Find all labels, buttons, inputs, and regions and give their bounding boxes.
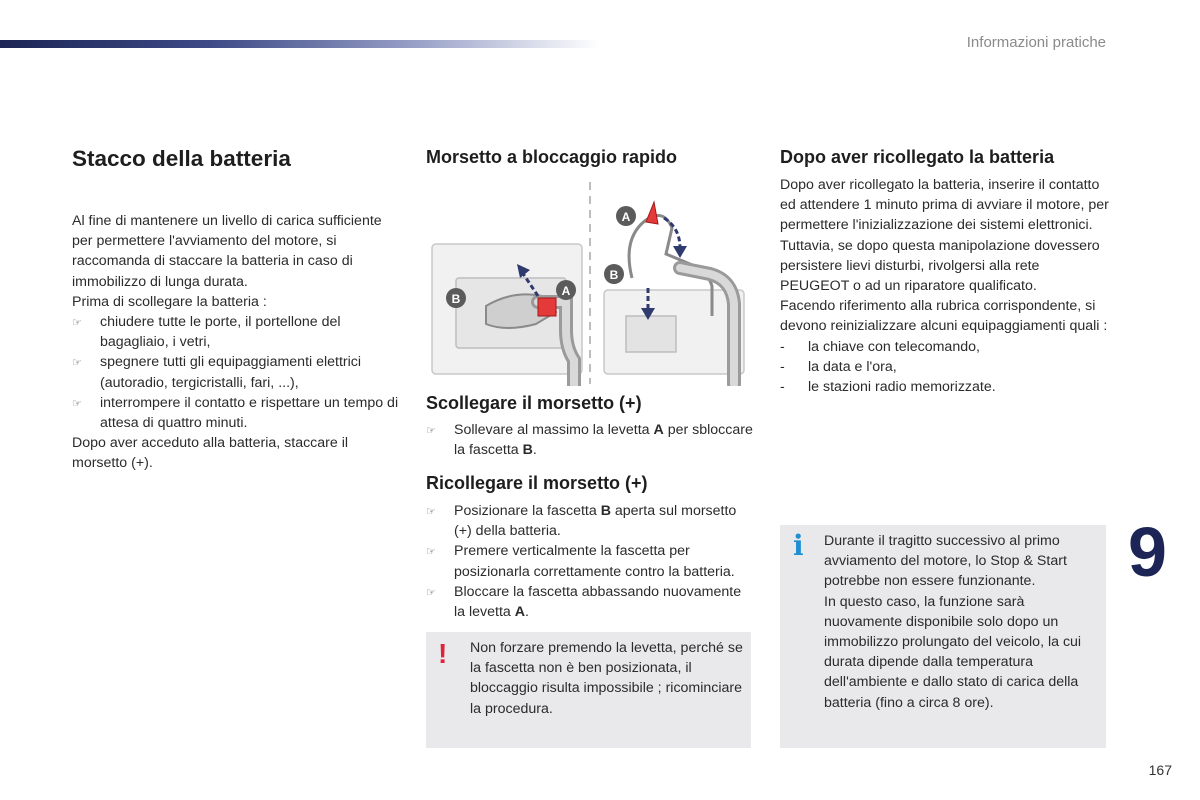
paragraph: Dopo aver ricollegato la batteria, inserire il contatto ed attendere 1 minuto prima di avviare il motore, per permettere l'inizializzazione dei sistemi elettronici. <box>780 177 1109 234</box>
section-heading: Scollegare il morsetto (+) <box>426 393 642 413</box>
pointing-hand-icon: ☞ <box>426 586 436 599</box>
section-heading: Ricollegare il morsetto (+) <box>426 473 648 493</box>
reconnect-section <box>426 472 756 622</box>
column-battery-disconnection <box>72 140 402 474</box>
list-item: ☞ Bloccare la fascetta abbassando nuovamente la levetta A. <box>426 582 756 622</box>
info-text: Durante il tragitto successivo al primo avviamento del motore, lo Stop & Start potrebbe non essere funzionante. <box>824 533 1067 590</box>
page-number: 167 <box>1148 762 1172 778</box>
list-item: ☞ interrompere il contatto e rispettare un tempo di attesa di quattro minuti. <box>72 393 402 433</box>
pointing-hand-icon: ☞ <box>426 546 436 559</box>
list-item: ☞ Sollevare al massimo la levetta A per sbloccare la fascetta B. <box>426 420 756 460</box>
info-text: In questo caso, la funzione sarà nuovamente disponibile solo dopo un immobilizzo prolungato del veicolo, la cui durata dipende dalla temperatura dell'ambiente e dallo stato di carica della batteria (fino a circa 8 ore). <box>824 593 1082 711</box>
list-item: - la data e l'ora, <box>780 358 897 375</box>
paragraph: Facendo riferimento alla rubrica corrispondente, si devono reinizializzare alcuni equipaggiamenti quali : <box>780 298 1108 335</box>
list-item: ☞ Premere verticalmente la fascetta per posizionarla correttamente contro la batteria. <box>426 541 756 581</box>
label-b: B <box>609 268 619 282</box>
list-item: - le stazioni radio memorizzate. <box>780 379 996 396</box>
list-item: ☞ spegnere tutti gli equipaggiamenti elettrici (autoradio, tergicristalli, fari, ...), <box>72 352 402 392</box>
pointing-hand-icon: ☞ <box>426 506 436 518</box>
pointing-hand-icon: ☞ <box>72 317 82 330</box>
after-access-paragraph: Dopo aver acceduto alla batteria, staccare il morsetto (+). <box>72 435 349 472</box>
pointing-hand-icon: ☞ <box>72 357 82 370</box>
header-gradient-bar <box>0 40 600 48</box>
page-title: Stacco della batteria <box>72 146 291 171</box>
label-a: A <box>621 210 631 224</box>
section-heading: Morsetto a bloccaggio rapido <box>426 147 678 167</box>
section-label: Informazioni pratiche <box>966 34 1106 51</box>
before-disconnect-label: Prima di scollegare la batteria : <box>72 293 267 310</box>
intro-paragraph: Al fine di mantenere un livello di carica sufficiente per permettere l'avviamento del motore, si raccomanda di staccare la batteria in caso di immobilizzo di lunga durata. <box>72 213 382 290</box>
label-a: A <box>561 284 571 298</box>
disconnect-section <box>426 392 756 460</box>
pointing-hand-icon: ☞ <box>426 425 436 437</box>
list-item: ☞ Posizionare la fascetta B aperta sul morsetto (+) della batteria. <box>426 501 756 541</box>
paragraph: Tuttavia, se dopo questa manipolazione dovessero persistere lievi disturbi, rivolgersi alla rete PEUGEOT o ad un riparatore qualificato. <box>780 237 1100 295</box>
chapter-number: 9 <box>1128 513 1167 591</box>
section-heading: Dopo aver ricollegato la batteria <box>780 147 1055 167</box>
column-quick-release-terminal <box>426 140 756 168</box>
warning-note <box>426 632 751 748</box>
warning-exclamation-icon: ! <box>438 638 448 669</box>
warning-text: Non forzare premendo la levetta, perché se la fascetta non è ben posizionata, il bloccaggio risulta impossibile ; ricominciare la procedura. <box>470 640 743 717</box>
list-item: - la chiave con telecomando, <box>780 338 980 355</box>
pointing-hand-icon: ☞ <box>72 397 82 410</box>
info-note <box>780 525 1106 748</box>
column-after-reconnect <box>780 140 1110 397</box>
label-b: B <box>451 292 461 306</box>
battery-terminal-illustration <box>426 178 748 386</box>
info-icon: i <box>793 529 804 562</box>
list-item: ☞ chiudere tutte le porte, il portellone del bagagliaio, i vetri, <box>72 312 402 352</box>
